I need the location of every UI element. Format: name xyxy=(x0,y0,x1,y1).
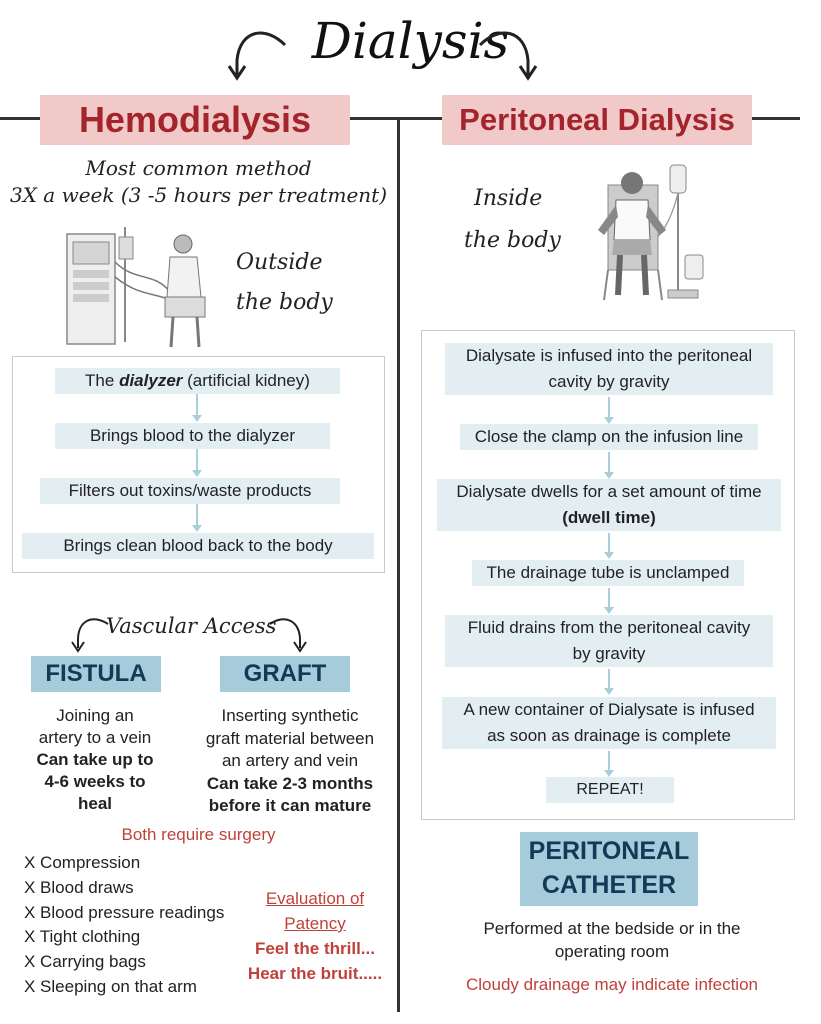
peritoneal-arrow-1 xyxy=(608,397,610,422)
page-title: Dialysis xyxy=(311,12,510,70)
cloudy-drainage-note: Cloudy drainage may indicate infection xyxy=(465,975,758,994)
graft-tag: GRAFT xyxy=(220,656,350,692)
peritoneal-banner: Peritoneal Dialysis xyxy=(442,95,752,145)
avoid-item: X Blood pressure readings xyxy=(24,902,225,922)
avoid-list xyxy=(24,851,224,1000)
peritoneal-arrow-6 xyxy=(608,751,610,775)
curved-arrow-right-small-icon xyxy=(262,612,312,654)
both-require-surgery: Both require surgery xyxy=(121,825,276,844)
performed-location: Performed at the bedside or in the operating room xyxy=(483,919,741,961)
hemodialysis-machine-illustration xyxy=(65,222,215,352)
peritoneal-step-4: The drainage tube is unclamped xyxy=(472,560,744,586)
peritoneal-step-1: Dialysate is infused into the peritoneal cavity by gravity xyxy=(445,343,773,395)
peritoneal-step-6: A new container of Dialysate is infused as soon as drainage is complete xyxy=(442,697,776,749)
peritoneal-arrow-5 xyxy=(608,669,610,693)
hemo-step-1: The dialyzer (artificial kidney) xyxy=(55,368,340,394)
hemo-step-4: Brings clean blood back to the body xyxy=(22,533,374,559)
hemo-step-3: Filters out toxins/waste products xyxy=(40,478,340,504)
avoid-item: X Blood draws xyxy=(24,877,134,897)
curved-arrow-left-icon xyxy=(225,20,295,90)
peritoneal-arrow-2 xyxy=(608,452,610,477)
fistula-description: Joining an artery to a vein Can take up to 4-6 weeks to heal xyxy=(36,706,154,813)
peritoneal-step-repeat: REPEAT! xyxy=(546,777,674,803)
peritoneal-arrow-3 xyxy=(608,533,610,557)
hemodialysis-banner: Hemodialysis xyxy=(40,95,350,145)
hemo-subtitle-1: Most common method xyxy=(85,156,312,180)
curved-arrow-right-icon xyxy=(470,20,540,90)
hemo-location-2: the body xyxy=(236,290,333,315)
peritoneal-location-2: the body xyxy=(464,228,561,253)
avoid-item: X Sleeping on that arm xyxy=(24,976,197,996)
hemo-subtitle-2: 3X a week (3 -5 hours per treatment) xyxy=(9,183,388,207)
avoid-item: X Carrying bags xyxy=(24,952,146,972)
graft-description: Inserting synthetic graft material between an artery and vein Can take 2-3 months before it can mature xyxy=(205,706,375,815)
peritoneal-patient-illustration xyxy=(590,155,710,305)
peritoneal-location-1: Inside xyxy=(474,186,543,211)
hemo-step-2: Brings blood to the dialyzer xyxy=(55,423,330,449)
peritoneal-step-5: Fluid drains from the peritoneal cavity by gravity xyxy=(445,615,773,667)
column-divider xyxy=(397,117,400,1012)
peritoneal-catheter-tag: PERITONEAL CATHETER xyxy=(520,832,698,906)
peritoneal-step-2: Close the clamp on the infusion line xyxy=(460,424,758,450)
hemo-location-1: Outside xyxy=(236,250,323,275)
hemo-arrow-3 xyxy=(196,504,198,530)
avoid-item: X Tight clothing xyxy=(24,927,141,947)
peritoneal-arrow-4 xyxy=(608,588,610,612)
vascular-access-title: Vascular Access xyxy=(106,614,277,638)
avoid-item: X Compression xyxy=(24,853,141,872)
patency-section: Evaluation of Patency Feel the thrill... Hear the bruit..... xyxy=(247,889,383,983)
fistula-tag: FISTULA xyxy=(31,656,161,692)
peritoneal-step-3: Dialysate dwells for a set amount of time (dwell time) xyxy=(437,479,781,531)
hemo-arrow-2 xyxy=(196,449,198,475)
hemo-arrow-1 xyxy=(196,394,198,420)
